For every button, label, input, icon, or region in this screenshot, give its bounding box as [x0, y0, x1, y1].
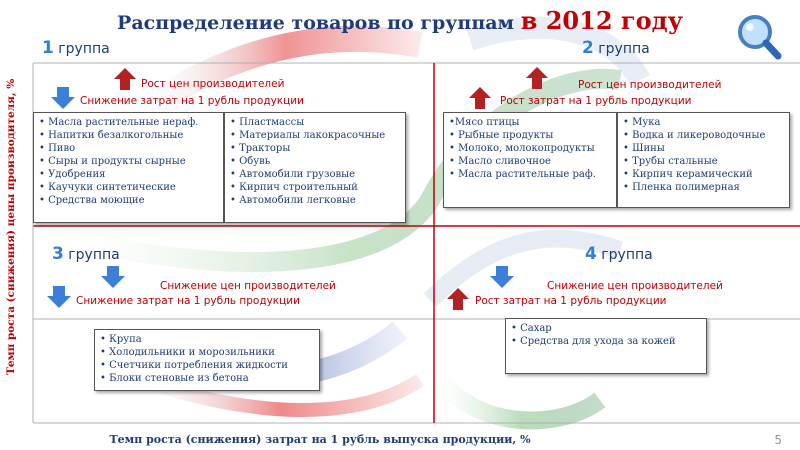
up-arrow-icon — [525, 66, 549, 90]
down-arrow-icon — [489, 265, 515, 289]
list-item: • Средства для ухода за кожей — [511, 336, 676, 347]
group-2-line1: Рост цен производителей — [578, 79, 722, 91]
group-label: группа — [68, 247, 120, 263]
list-item: • Обувь — [230, 156, 271, 167]
list-item: • Пиво — [39, 143, 76, 154]
group-1-heading — [42, 38, 110, 58]
up-arrow-icon — [113, 67, 137, 91]
group-1-list-b — [224, 112, 406, 223]
group-3-heading — [52, 244, 120, 264]
group-1-line2: Снижение затрат на 1 рубль продукции — [80, 95, 304, 107]
list-item: • Блоки стеновые из бетона — [100, 373, 249, 384]
list-item: • Пленка полимерная — [623, 182, 740, 193]
list-item: • Кирпич керамический — [623, 169, 753, 180]
list-item: • Счетчики потребления жидкости — [100, 360, 288, 371]
group-4-heading — [585, 244, 653, 264]
group-3-line2: Снижение затрат на 1 рубль продукции — [76, 295, 300, 307]
title-year: в 2012 году — [520, 6, 683, 35]
list-item: • Крупа — [100, 334, 142, 345]
list-item: • Масла растительные раф. — [449, 169, 596, 180]
list-item: • Пластмассы — [230, 117, 305, 128]
list-item: • Автомобили легковые — [230, 195, 356, 206]
list-item: • Мука — [623, 117, 661, 128]
list-item: • Водка и ликероводочные — [623, 130, 766, 141]
group-label: группа — [598, 41, 650, 57]
group-3-list — [94, 329, 320, 391]
list-item: • Автомобили грузовые — [230, 169, 356, 180]
group-number: 2 — [582, 38, 594, 58]
up-arrow-icon — [446, 287, 470, 311]
group-label: группа — [601, 247, 653, 263]
list-item: • Трубы стальные — [623, 156, 718, 167]
list-item: • Шины — [623, 143, 665, 154]
list-item: • Кирпич строительный — [230, 182, 358, 193]
list-item: • Рыбные продукты — [449, 130, 554, 141]
group-2-list-a — [443, 112, 617, 208]
list-item: • Сыры и продукты сырные — [39, 156, 186, 167]
x-axis-label: Темп роста (снижения) затрат на 1 рубль выпуска продукции, % — [109, 433, 531, 446]
title-main: Распределение товаров по группам — [117, 12, 515, 34]
group-1-list-a — [33, 112, 224, 223]
list-item: •Мясо птицы — [449, 117, 520, 128]
group-1-line1: Рост цен производителей — [141, 78, 285, 90]
list-item: • Тракторы — [230, 143, 291, 154]
group-2-heading — [582, 38, 650, 58]
group-4-line2: Рост затрат на 1 рубль продукции — [475, 295, 667, 307]
list-item: • Каучуки синтетические — [39, 182, 176, 193]
group-3-line1: Снижение цен производителей — [160, 280, 336, 292]
down-arrow-icon — [100, 265, 126, 289]
list-item: • Напитки безалкогольные — [39, 130, 184, 141]
group-4-list — [505, 318, 707, 374]
down-arrow-icon — [50, 86, 76, 110]
page-number: 5 — [774, 433, 782, 447]
list-item: • Масло сливочное — [449, 156, 551, 167]
group-number: 4 — [585, 244, 597, 264]
group-4-line1: Снижение цен производителей — [547, 280, 723, 292]
y-axis-label: Темп роста (снижения) цены производителя, % — [5, 78, 17, 375]
group-label: группа — [58, 41, 110, 57]
group-number: 3 — [52, 244, 64, 264]
list-item: • Масла растительные нераф. — [39, 117, 199, 128]
down-arrow-icon — [46, 285, 72, 309]
list-item: • Молоко, молокопродукты — [449, 143, 595, 154]
list-item: • Холодильники и морозильники — [100, 347, 275, 358]
list-item: • Удобрения — [39, 169, 106, 180]
up-arrow-icon — [468, 86, 492, 110]
list-item: • Материалы лакокрасочные — [230, 130, 386, 141]
list-item: • Средства моющие — [39, 195, 145, 206]
group-2-line2: Рост затрат на 1 рубль продукции — [500, 95, 692, 107]
group-number: 1 — [42, 38, 54, 58]
list-item: • Сахар — [511, 323, 552, 334]
group-2-list-b — [617, 112, 790, 208]
